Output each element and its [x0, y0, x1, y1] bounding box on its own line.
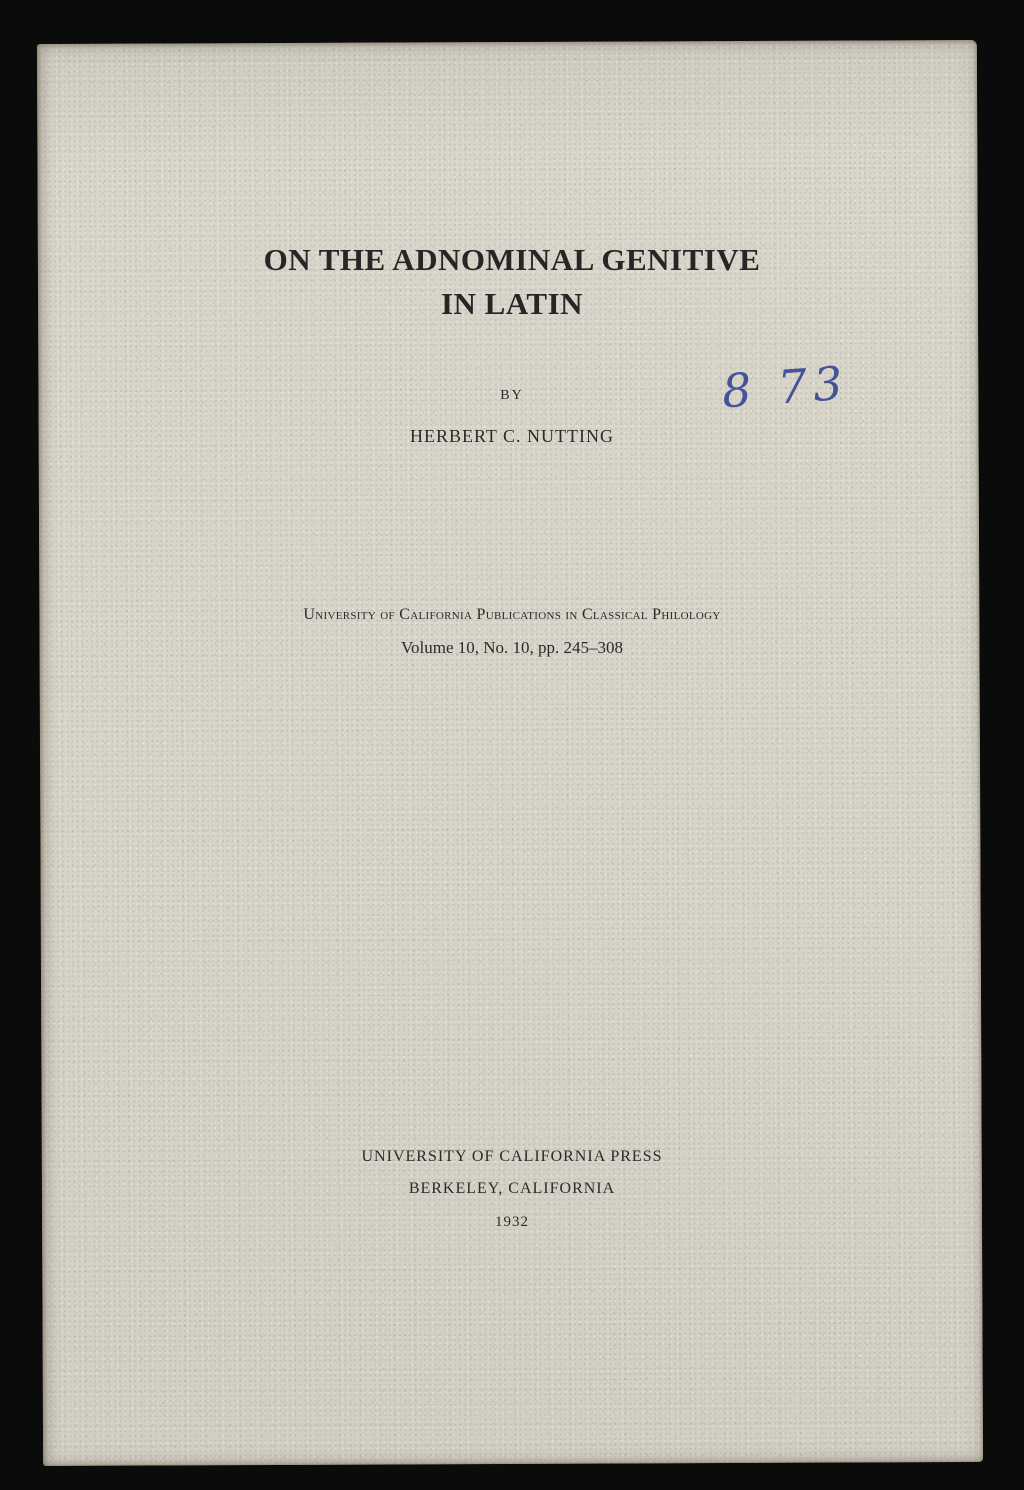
title-line-2: IN LATIN — [440, 286, 584, 321]
by-label: BY — [500, 388, 524, 403]
title-line-1: ON THE ADNOMINAL GENITIVE — [263, 242, 761, 277]
handwritten-note: 8 73 — [720, 355, 851, 419]
publication-year: 1932 — [495, 1214, 529, 1230]
cover-title — [0, 238, 1024, 326]
series-title: University of California Publications in Classical Philology — [303, 606, 721, 623]
volume-info: Volume 10, No. 10, pp. 245–308 — [400, 638, 624, 657]
author-name: HERBERT C. NUTTING — [409, 426, 615, 446]
publisher-city: BERKELEY, CALIFORNIA — [408, 1180, 616, 1197]
publisher-name: UNIVERSITY OF CALIFORNIA PRESS — [361, 1148, 663, 1165]
